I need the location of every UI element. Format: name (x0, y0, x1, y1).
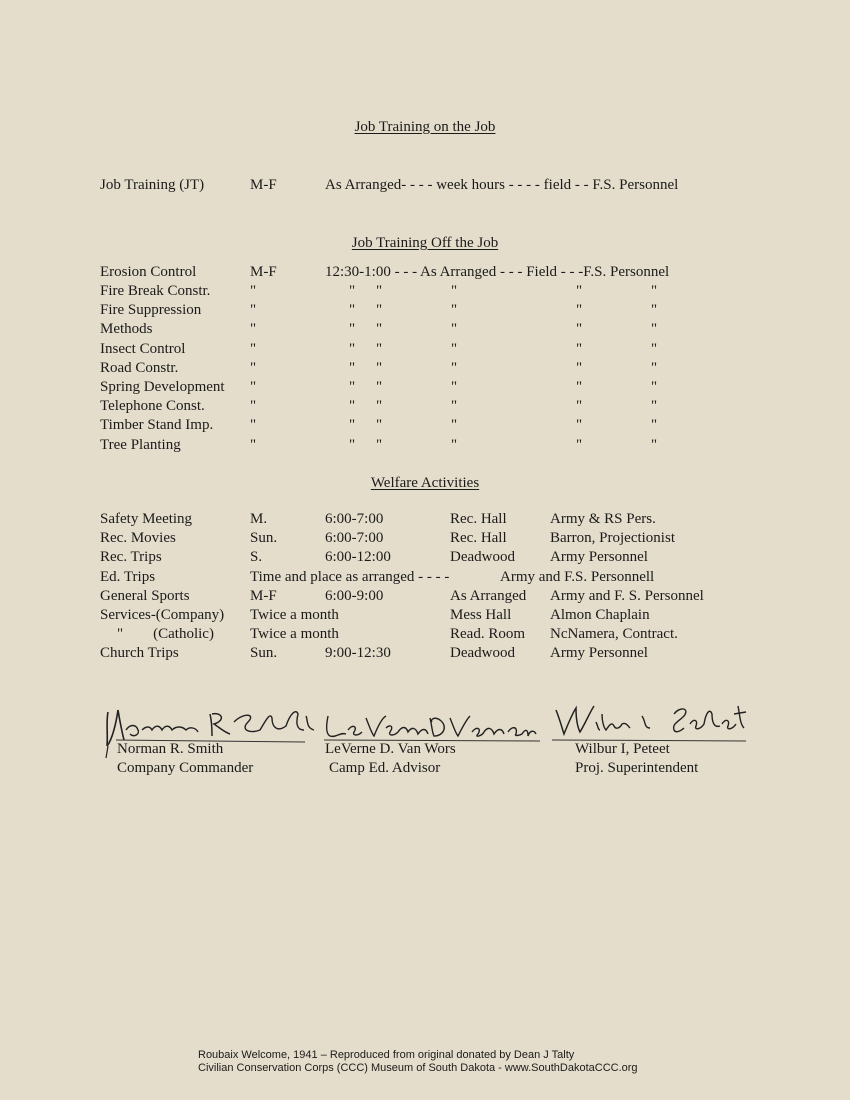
welfare-place: Rec. Hall (450, 511, 507, 527)
off-job-name: Fire Break Constr. (100, 283, 211, 299)
off-job-days: M-F (250, 264, 277, 280)
ditto-mark: " (451, 437, 458, 453)
off-job-name: Tree Planting (100, 437, 181, 453)
ditto-mark: " (451, 379, 458, 395)
welfare-activity: Services-(Company) (100, 607, 225, 623)
off-job-row (0, 398, 850, 417)
ditto-mark: " (651, 321, 658, 337)
ditto-mark: " (576, 360, 583, 376)
welfare-days: M. (250, 511, 268, 527)
ditto-mark: " (250, 417, 257, 433)
welfare-activity: Church Trips (100, 645, 179, 661)
ditto-mark: " (451, 321, 458, 337)
welfare-activity: Rec. Movies (100, 530, 176, 546)
welfare-place: Deadwood (450, 549, 515, 565)
welfare-row (0, 626, 850, 645)
off-job-row (0, 379, 850, 398)
welfare-by: Army Personnel (550, 645, 648, 661)
footer-line-1: Roubaix Welcome, 1941 – Reproduced from original donated by Dean J Talty (198, 1049, 575, 1061)
ditto-mark: " (250, 379, 257, 395)
welfare-time: 9:00-12:30 (325, 645, 391, 661)
ditto-mark: " (250, 283, 257, 299)
welfare-row (0, 530, 850, 549)
ditto-mark: " (349, 283, 356, 299)
ditto-mark: " (376, 360, 383, 376)
ditto-mark: " (451, 283, 458, 299)
ditto-mark: " (376, 398, 383, 414)
ditto-mark: " (250, 302, 257, 318)
ditto-mark: " (651, 437, 658, 453)
ditto-mark: " (576, 398, 583, 414)
ditto-mark: " (250, 321, 257, 337)
ditto-mark: " (651, 341, 658, 357)
signature-name-peteet: Wilbur I, Peteet (575, 741, 670, 757)
welfare-place: Read. Room (450, 626, 525, 642)
welfare-time: 6:00-7:00 (325, 530, 384, 546)
ditto-mark: " (349, 437, 356, 453)
heading-welfare-activities: Welfare Activities (370, 475, 480, 491)
ditto-mark: " (651, 417, 658, 433)
ditto-mark: " (576, 283, 583, 299)
welfare-row (0, 511, 850, 530)
off-job-row (0, 302, 850, 321)
ditto-mark: " (651, 302, 658, 318)
ditto-mark: " (349, 321, 356, 337)
ditto-mark: " (349, 398, 356, 414)
ditto-mark: " (349, 417, 356, 433)
ditto-mark: " (376, 341, 383, 357)
jt-row (0, 177, 850, 196)
welfare-days: S. (250, 549, 263, 565)
welfare-row (0, 588, 850, 607)
off-job-row (0, 437, 850, 456)
welfare-days: Twice a month (250, 626, 339, 642)
signature-name-smith: Norman R. Smith (117, 741, 224, 757)
ditto-mark: " (576, 321, 583, 337)
welfare-place: Mess Hall (450, 607, 512, 623)
ditto-mark: " (376, 283, 383, 299)
off-job-name: Fire Suppression (100, 302, 202, 318)
ditto-mark: " (349, 360, 356, 376)
welfare-row (0, 607, 850, 626)
welfare-by: NcNamera, Contract. (550, 626, 678, 642)
ditto-mark: " (451, 302, 458, 318)
off-job-row (0, 264, 850, 283)
ditto-mark: " (250, 437, 257, 453)
welfare-time: 6:00-7:00 (325, 511, 384, 527)
welfare-by: Army and F.S. Personnell (500, 569, 655, 585)
off-job-name: Erosion Control (100, 264, 197, 280)
off-job-name: Spring Development (100, 379, 225, 395)
welfare-days: Time and place as arranged - - - - (250, 569, 450, 585)
ditto-mark: " (576, 417, 583, 433)
heading-job-training-off-job: Job Training Off the Job (351, 235, 499, 251)
welfare-place: Deadwood (450, 645, 515, 661)
off-job-row (0, 283, 850, 302)
ditto-mark: " (576, 302, 583, 318)
ditto-mark: " (376, 321, 383, 337)
ditto-mark: " (451, 417, 458, 433)
ditto-mark: " (651, 398, 658, 414)
signature-name-vanwors: LeVerne D. Van Wors (325, 741, 456, 757)
ditto-mark: " (451, 398, 458, 414)
welfare-activity: Ed. Trips (100, 569, 156, 585)
off-job-row (0, 417, 850, 436)
ditto-mark: " (349, 302, 356, 318)
ditto-mark: " (250, 360, 257, 376)
ditto-mark: " (376, 379, 383, 395)
ditto-mark: " (376, 302, 383, 318)
ditto-mark: " (651, 360, 658, 376)
off-job-name: Timber Stand Imp. (100, 417, 214, 433)
welfare-by: Army and F. S. Personnel (550, 588, 704, 604)
jt-name: Job Training (JT) (100, 177, 205, 193)
off-job-name: Insect Control (100, 341, 186, 357)
off-job-name: Road Constr. (100, 360, 179, 376)
welfare-days: Twice a month (250, 607, 339, 623)
welfare-time: 6:00-9:00 (325, 588, 384, 604)
off-job-row (0, 321, 850, 340)
ditto-mark: " (376, 437, 383, 453)
welfare-days: Sun. (250, 645, 278, 661)
off-job-name: Telephone Const. (100, 398, 205, 414)
ditto-mark: " (576, 437, 583, 453)
welfare-row (0, 569, 850, 588)
off-job-details: 12:30-1:00 - - - As Arranged - - - Field - - -F.S. Personnel (325, 264, 670, 280)
ditto-mark: " (576, 341, 583, 357)
welfare-by: Barron, Projectionist (550, 530, 675, 546)
welfare-time: 6:00-12:00 (325, 549, 391, 565)
ditto-mark: " (651, 283, 658, 299)
off-job-name: Methods (100, 321, 153, 337)
welfare-place: As Arranged (450, 588, 527, 604)
signature-title-smith: Company Commander (117, 760, 254, 776)
welfare-activity: Rec. Trips (100, 549, 162, 565)
heading-job-training-on-job: Job Training on the Job (354, 119, 496, 135)
welfare-row (0, 645, 850, 664)
ditto-mark: " (451, 341, 458, 357)
welfare-activity: " (Catholic) (117, 626, 214, 642)
ditto-mark: " (576, 379, 583, 395)
off-job-row (0, 341, 850, 360)
jt-days: M-F (250, 177, 277, 193)
welfare-activity: Safety Meeting (100, 511, 193, 527)
welfare-by: Army Personnel (550, 549, 648, 565)
welfare-days: M-F (250, 588, 277, 604)
welfare-row (0, 549, 850, 568)
welfare-by: Army & RS Pers. (550, 511, 656, 527)
ditto-mark: " (651, 379, 658, 395)
ditto-mark: " (250, 398, 257, 414)
off-job-row (0, 360, 850, 379)
ditto-mark: " (349, 379, 356, 395)
ditto-mark: " (451, 360, 458, 376)
jt-details: As Arranged- - - - week hours - - - - field - - F.S. Personnel (325, 177, 679, 193)
ditto-mark: " (349, 341, 356, 357)
welfare-place: Rec. Hall (450, 530, 507, 546)
welfare-by: Almon Chaplain (550, 607, 650, 623)
footer-line-2: Civilian Conservation Corps (CCC) Museum of South Dakota - www.SouthDakotaCCC.org (198, 1062, 638, 1074)
ditto-mark: " (250, 341, 257, 357)
welfare-activity: General Sports (100, 588, 190, 604)
signature-title-peteet: Proj. Superintendent (575, 760, 699, 776)
ditto-mark: " (376, 417, 383, 433)
welfare-days: Sun. (250, 530, 278, 546)
signature-title-vanwors: Camp Ed. Advisor (329, 760, 441, 776)
